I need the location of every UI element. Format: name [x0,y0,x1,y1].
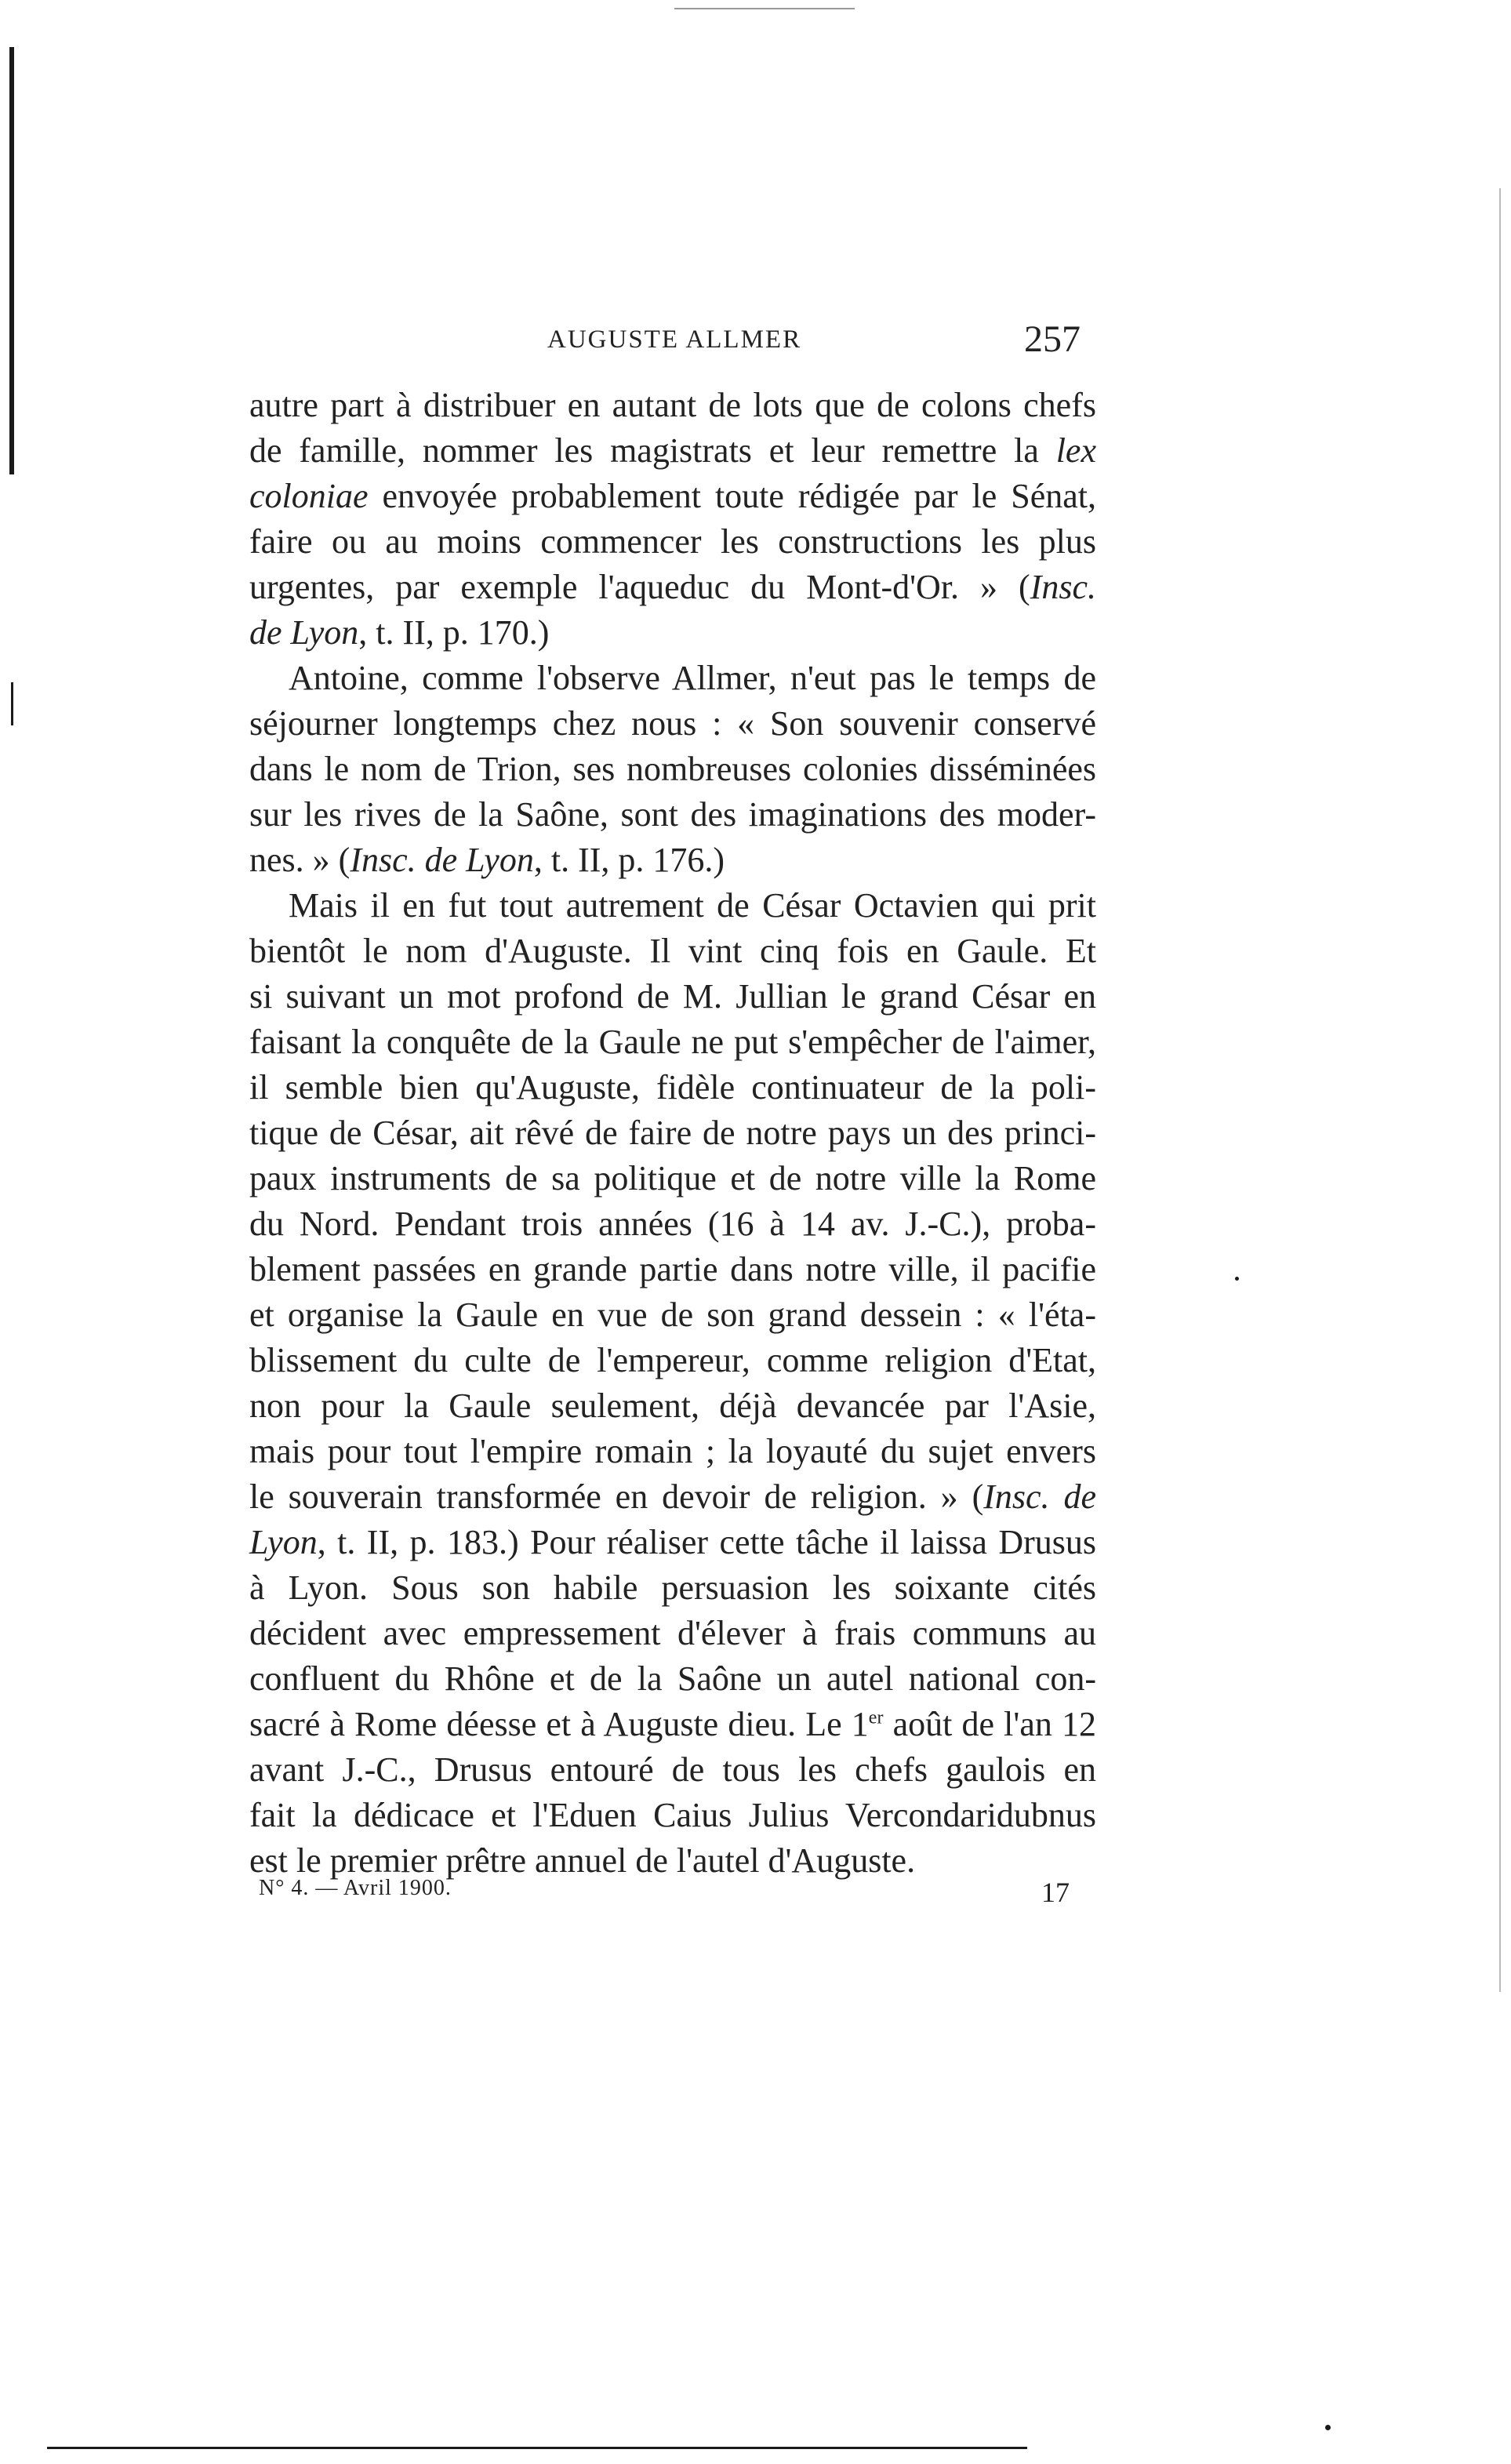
footer-signature: N° 4. — Avril 1900. [259,1876,452,1900]
text-line [249,610,1096,656]
text-fragment: le souverain transformée en devoir de religion. » ( [249,1477,984,1516]
text-line: si suivant un mot profond de M. Jullian le grand César en [249,977,1096,1016]
text-line: Antoine, comme l'observe Allmer, n'eut pas le temps de [289,659,1096,697]
text-line: est le premier prêtre annuel de l'autel d'Auguste. [249,1841,916,1880]
text-fragment: , t. II, p. 176.) [533,841,725,879]
text-line: non pour la Gaule seulement, déjà devancée par l'Asie, [249,1386,1096,1425]
text-line: sur les rives de la Saône, sont des imaginations des moder- [249,795,1096,834]
scan-dot [1235,1277,1239,1281]
text-line: Mais il en fut tout autrement de César Octavien qui prit [289,886,1096,925]
text-fragment: , t. II, p. 170.) [358,613,550,652]
footer-sheet-number: 17 [1041,1877,1070,1908]
text-line: blement passées en grande partie dans notre ville, il pacifie [249,1250,1096,1288]
text-line: paux instruments de sa politique et de notre ville la Rome [249,1159,1096,1197]
text-line: séjourner longtemps chez nous : « Son souvenir conservé [249,704,1096,743]
italic-fragment: de Lyon [249,613,359,652]
text-line: autre part à distribuer en autant de lots que de colons chefs [249,386,1096,424]
text-fragment: envoyée probablement toute rédigée par le Sénat, [368,477,1096,515]
superscript: er [868,1707,884,1728]
text-line: décident avec empressement d'élever à frais communs au [249,1614,1096,1652]
text-line: et organise la Gaule en vue de son grand dessein : « l'éta- [249,1296,1096,1334]
italic-fragment: lex [1055,431,1096,470]
italic-fragment: Insc. de [983,1477,1097,1516]
page-number: 257 [1024,318,1081,360]
italic-fragment: Lyon [249,1523,318,1561]
scan-bottom-rule [47,2447,1027,2449]
text-line [249,565,1096,610]
text-line [249,428,1096,474]
text-line: du Nord. Pendant trois années (16 à 14 av. J.-C.), proba- [249,1205,1096,1243]
running-title: AUGUSTE ALLMER [547,325,802,354]
text-line: avant J.-C., Drusus entouré de tous les chefs gaulois en [249,1750,1096,1789]
scan-dot-bottom [1325,2425,1331,2430]
text-line [249,1520,1096,1565]
text-line: tique de César, ait rêvé de faire de notre pays un des princi- [249,1114,1096,1152]
text-fragment: nes. » ( [249,841,351,879]
text-line: fait la dédicace et l'Eduen Caius Julius Vercondaridubnus [249,1796,1096,1834]
scan-right-border [1499,188,1501,1992]
text-fragment: , t. II, p. 183.) Pour réaliser cette tâche il laissa Drusus [317,1523,1096,1561]
text-line: à Lyon. Sous son habile persuasion les soixante cités [249,1568,1096,1607]
text-line [249,838,1096,883]
text-fragment: de famille, nommer les magistrats et leur remettre la [249,431,1056,470]
text-line [249,1474,1096,1520]
text-line: confluent du Rhône et de la Saône un autel national con- [249,1659,1096,1698]
text-line: mais pour tout l'empire romain ; la loyauté du sujet envers [249,1432,1096,1470]
scan-left-border [9,47,14,474]
body-text [249,383,1096,1884]
text-line: faire ou au moins commencer les constructions les plus [249,522,1096,561]
text-line: faisant la conquête de la Gaule ne put s'empêcher de l'aimer, [249,1023,1096,1061]
text-line: dans le nom de Trion, ses nombreuses colonies disséminées [249,750,1096,788]
page-header [249,318,1096,365]
italic-fragment: coloniae [249,477,369,515]
text-line: bientôt le nom d'Auguste. Il vint cinq fois en Gaule. Et [249,932,1096,970]
text-fragment: août de l'an 12 [883,1705,1096,1743]
italic-fragment: Insc. de Lyon [350,841,534,879]
text-fragment: sacré à Rome déesse et à Auguste dieu. Le 1 [249,1705,869,1743]
page-footer [249,1876,1096,1915]
text-fragment: urgentes, par exemple l'aqueduc du Mont-d'Or. » ( [249,568,1030,606]
scan-left-tick [11,682,13,725]
text-line [249,474,1096,519]
italic-fragment: Insc. [1030,568,1096,606]
text-line: il semble bien qu'Auguste, fidèle continuateur de la poli- [249,1068,1096,1107]
text-line [249,1702,1096,1747]
text-line: blissement du culte de l'empereur, comme religion d'Etat, [249,1341,1096,1379]
scan-top-rule [674,8,855,9]
